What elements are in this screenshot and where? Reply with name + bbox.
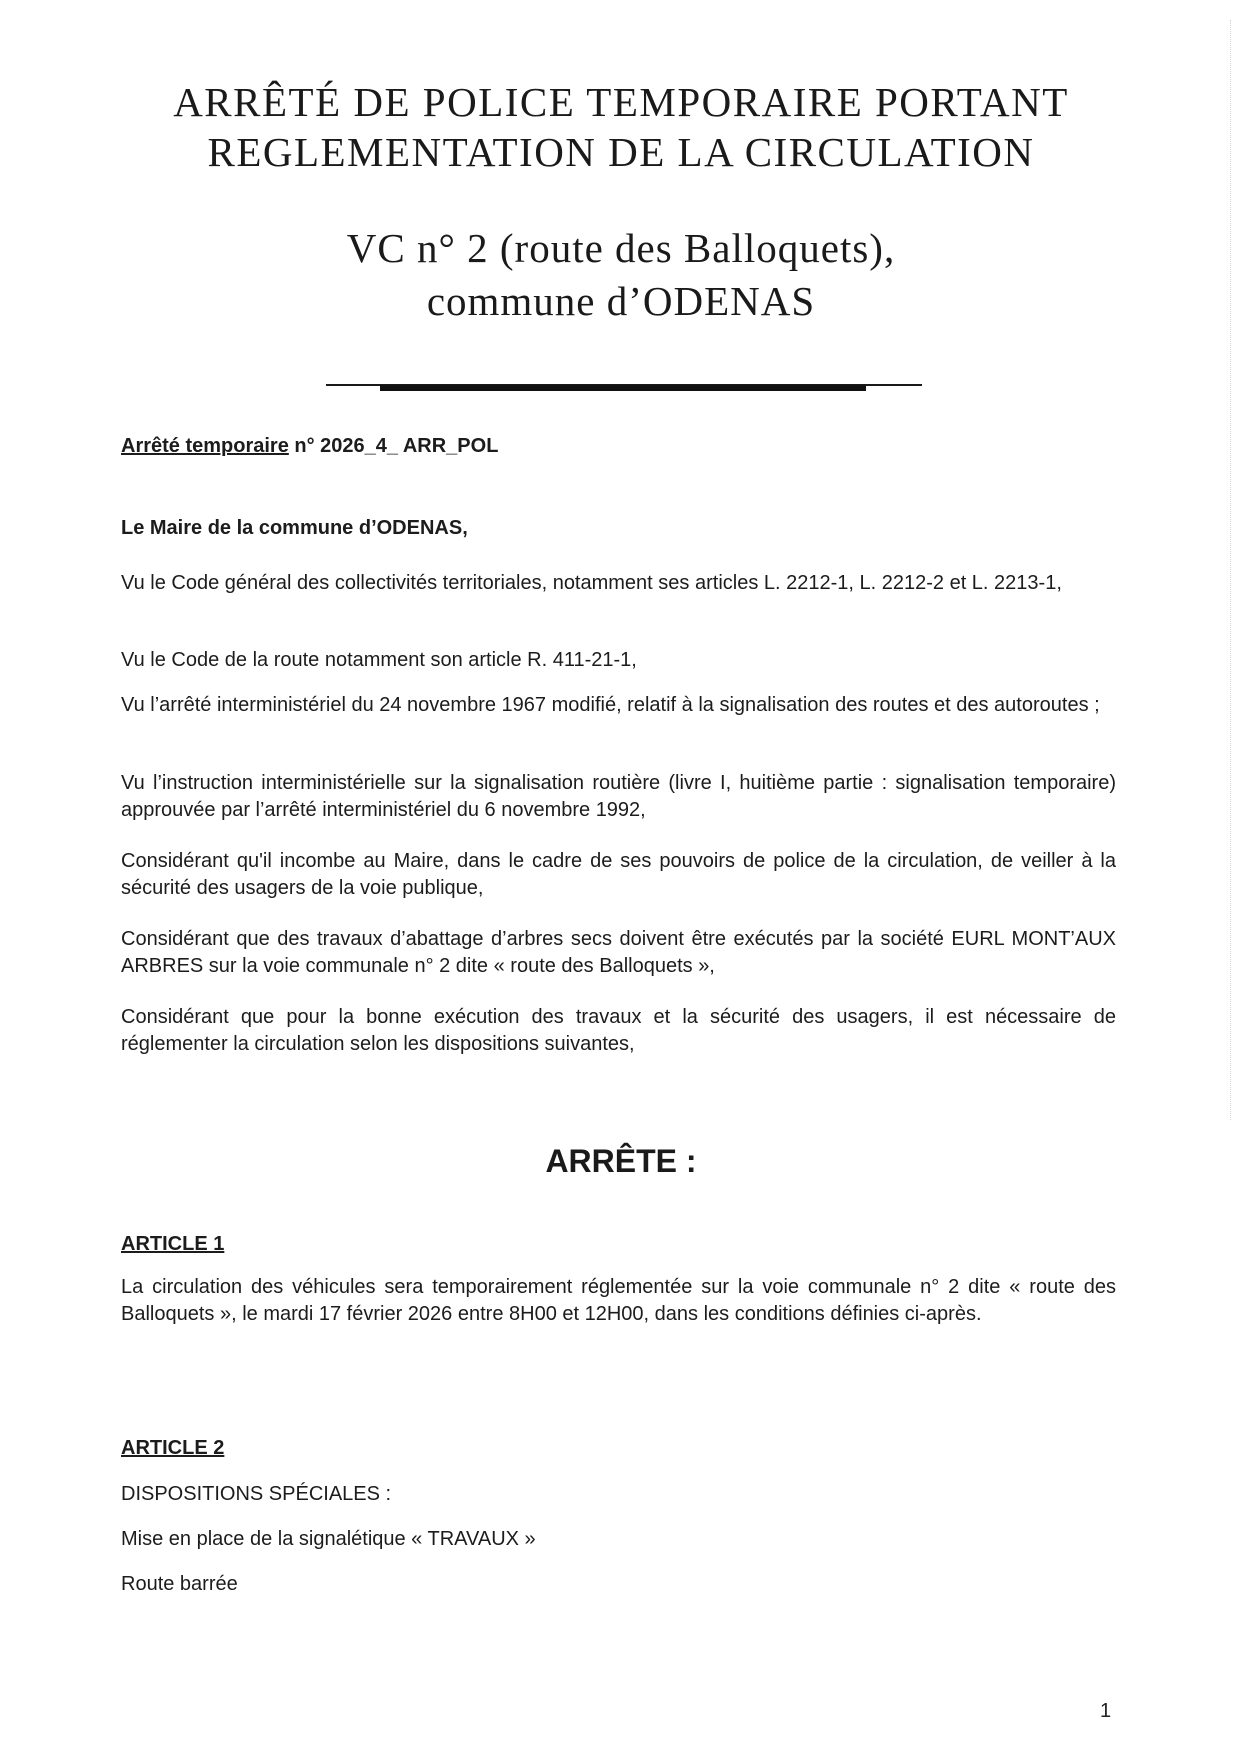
subtitle-line-2: commune d’ODENAS (426, 278, 816, 324)
arrete-heading: ARRÊTE : (545, 1143, 697, 1179)
article-2-line-1: DISPOSITIONS SPÉCIALES : (121, 1483, 392, 1505)
title-line-2: REGLEMENTATION DE LA CIRCULATION (207, 129, 1035, 175)
article-2-line-3: Route barrée (121, 1573, 238, 1595)
article-1-text: La circulation des véhicules sera temporairement réglementée sur la voie communale n° 2 dite « route des Balloquets », le mardi 17 février 2026 entre 8H00 et 12H00, dans les conditions définies ci-après. (121, 1276, 1116, 1325)
consideration-5: Considérant qu'il incombe au Maire, dans le cadre de ses pouvoirs de police de la circulation, de veiller à la sécurité des usagers de la voie publique, (121, 850, 1116, 899)
consideration-6: Considérant que des travaux d’abattage d’arbres secs doivent être exécutés par la société EURL MONT’AUX ARBRES sur la voie communale n° 2 dite « route des Balloquets », (121, 928, 1116, 977)
reference-line (121, 433, 1116, 460)
reference-number: n° 2026_4_ ARR_POL (288, 435, 499, 457)
consideration-1: Vu le Code général des collectivités territoriales, notamment ses articles L. 2212-1, L. 2212-2 et L. 2213-1, (121, 572, 1062, 594)
mayor-line: Le Maire de la commune d’ODENAS, (121, 517, 468, 539)
reference-label: Arrêté temporaire (121, 435, 289, 457)
consideration-7: Considérant que pour la bonne exécution des travaux et la sécurité des usagers, il est nécessaire de réglementer la circulation selon les dispositions suivantes, (121, 1006, 1116, 1055)
title-divider-thick (380, 385, 866, 391)
subtitle-line-1: VC n° 2 (route des Balloquets), (346, 225, 896, 271)
article-1-heading: ARTICLE 1 (121, 1233, 225, 1255)
consideration-4: Vu l’instruction interministérielle sur la signalisation routière (livre I, huitième partie : signalisation temporaire) approuvée par l’arrêté interministériel du 6 novembre 1992, (121, 772, 1116, 821)
article-2-line-2: Mise en place de la signalétique « TRAVAUX » (121, 1528, 536, 1550)
consideration-2: Vu le Code de la route notamment son article R. 411-21-1, (121, 649, 637, 671)
article-2-heading: ARTICLE 2 (121, 1437, 225, 1459)
consideration-3: Vu l’arrêté interministériel du 24 novembre 1967 modifié, relatif à la signalisation des routes et des autoroutes ; (121, 694, 1100, 716)
page-number: 1 (1100, 1700, 1112, 1722)
scan-edge-artifact (1230, 20, 1232, 1120)
title-line-1: ARRÊTÉ DE POLICE TEMPORAIRE PORTANT (173, 79, 1069, 125)
